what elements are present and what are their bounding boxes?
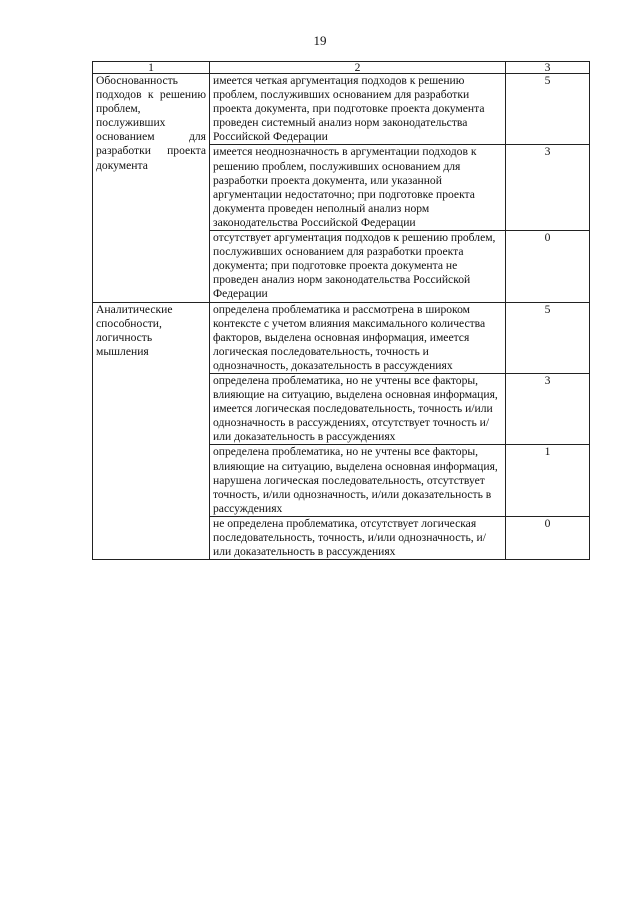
column-header-1: 1 [93,62,210,74]
description-cell: имеется неоднозначность в аргументации подходов к решению проблем, послуживших основанием для разработки проекта документа, или указанной аргументации недостаточно; при подготовке проекта документа проведен неполный анализ норм законодательства Российской Федерации [210,145,506,231]
description-cell: не определена проблематика, отсутствует логическая последовательность, точность, и/или однозначность, и/или доказательность в рассуждениях [210,516,506,559]
page-number: 19 [313,33,327,48]
score-cell: 3 [506,145,590,231]
description-cell: определена проблематика, но не учтены все факторы, влияющие на ситуацию, выделена основная информация, имеется логическая последовательность, точность и/или однозначность в рассуждениях, отсутствует точность и/или доказательность в рассуждениях [210,373,506,444]
description-cell: отсутствует аргументация подходов к решению проблем, послуживших основанием для разработки проекта документа; при подготовке проекта документа не проведен анализ норм законодательства Российской Федерации [210,231,506,302]
table-row [93,74,590,145]
criterion-cell: Обоснованность подходов к решению проблем, послуживших основанием для разработки проекта документа [93,74,210,303]
description-cell: имеется четкая аргументация подходов к решению проблем, послуживших основанием для разработки проекта документа, при подготовке проекта документа проведен системный анализ норм законодательства Российской Федерации [210,74,506,145]
score-cell: 0 [506,231,590,302]
description-cell: определена проблематика и рассмотрена в широком контексте с учетом влияния максимального количества факторов, выделена основная информация, имеется логическая последовательность, точность и однозначность, доказательность в рассуждениях [210,302,506,373]
table-row [93,302,590,373]
score-cell: 3 [506,373,590,444]
table-header-row [93,62,590,74]
evaluation-criteria-table [92,61,590,560]
column-header-2: 2 [210,62,506,74]
description-cell: определена проблематика, но не учтены все факторы, влияющие на ситуацию, выделена основная информация, нарушена логическая последовательность, отсутствует точность, и/или однозначность, и/или доказательность в рассуждениях [210,445,506,516]
column-header-3: 3 [506,62,590,74]
score-cell: 0 [506,516,590,559]
score-cell: 1 [506,445,590,516]
score-cell: 5 [506,74,590,145]
criterion-cell: Аналитические способности, логичность мышления [93,302,210,560]
score-cell: 5 [506,302,590,373]
